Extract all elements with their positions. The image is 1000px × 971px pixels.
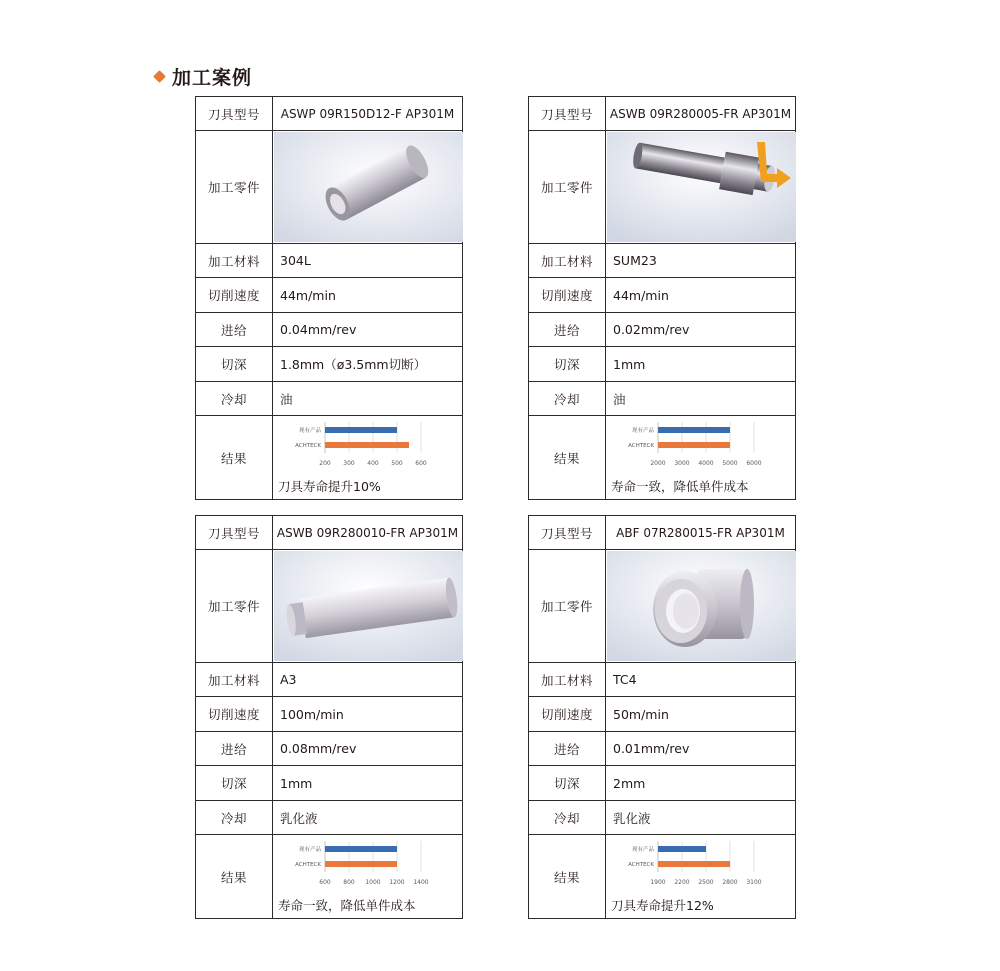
result-text: 刀具寿命提升12%: [611, 897, 714, 913]
result-label: 结果: [196, 835, 273, 919]
model-value: ABF 07R280015-FR AP301M: [606, 516, 796, 550]
tick-label: 800: [343, 878, 355, 886]
category-label: ACHTECK: [628, 861, 654, 868]
cooling-label: 冷却: [196, 801, 273, 835]
tick-label: 1200: [389, 878, 405, 886]
bar: [658, 442, 730, 448]
result-cell: [273, 416, 463, 500]
model-label: 刀具型号: [196, 516, 273, 550]
speed-label: 切削速度: [196, 278, 273, 313]
depth-label: 切深: [196, 766, 273, 801]
part-image-cell: [606, 550, 796, 663]
speed-label: 切削速度: [196, 697, 273, 732]
part-image-cell: [606, 131, 796, 244]
feed-value: 0.04mm/rev: [273, 313, 463, 347]
tick-label: 1400: [413, 878, 429, 886]
category-label: 现有产品: [298, 846, 321, 853]
tick-label: 600: [319, 878, 331, 886]
case-card-2: [528, 96, 796, 500]
tick-label: 5000: [722, 459, 738, 467]
depth-value: 1.8mm（ø3.5mm切断）: [273, 347, 463, 382]
category-label: ACHTECK: [295, 861, 321, 868]
model-label: 刀具型号: [529, 516, 606, 550]
flanged-bushing-part-image: [607, 551, 796, 661]
tick-label: 1000: [365, 878, 381, 886]
bar: [325, 846, 397, 852]
tick-label: 600: [415, 459, 427, 467]
bar: [325, 427, 397, 433]
part-label: 加工零件: [529, 131, 606, 244]
speed-value: 50m/min: [606, 697, 796, 732]
cooling-value: 乳化液: [273, 801, 463, 835]
part-label: 加工零件: [196, 550, 273, 663]
result-cell: [273, 835, 463, 919]
tick-label: 2200: [674, 878, 690, 886]
feed-label: 进给: [529, 313, 606, 347]
case-card-4: [528, 515, 796, 919]
result-bar-chart: [273, 836, 462, 896]
feed-label: 进给: [529, 732, 606, 766]
category-label: ACHTECK: [295, 442, 321, 449]
category-label: ACHTECK: [628, 442, 654, 449]
cooling-value: 乳化液: [606, 801, 796, 835]
case-card-3: [195, 515, 463, 919]
tick-label: 6000: [746, 459, 762, 467]
speed-value: 44m/min: [606, 278, 796, 313]
case-card-1: [195, 96, 463, 500]
section-title: 加工案例: [172, 66, 253, 89]
tick-label: 4000: [698, 459, 714, 467]
part-image-cell: [273, 131, 463, 244]
tick-label: 2000: [650, 459, 666, 467]
long-rod-part-image: [274, 551, 463, 661]
cooling-label: 冷却: [196, 382, 273, 416]
model-label: 刀具型号: [529, 97, 606, 131]
part-label: 加工零件: [529, 550, 606, 663]
part-image-cell: [273, 550, 463, 663]
material-value: 304L: [273, 244, 463, 278]
material-label: 加工材料: [196, 244, 273, 278]
model-value: ASWB 09R280010-FR AP301M: [273, 516, 463, 550]
section-heading: [155, 64, 252, 88]
tube-part-image: [274, 132, 463, 242]
cooling-value: 油: [273, 382, 463, 416]
feed-value: 0.01mm/rev: [606, 732, 796, 766]
part-label: 加工零件: [196, 131, 273, 244]
cooling-value: 油: [606, 382, 796, 416]
orange-bullet-icon: [153, 70, 166, 83]
bar: [325, 442, 409, 448]
speed-value: 100m/min: [273, 697, 463, 732]
speed-label: 切削速度: [529, 697, 606, 732]
speed-value: 44m/min: [273, 278, 463, 313]
tick-label: 300: [343, 459, 355, 467]
material-value: SUM23: [606, 244, 796, 278]
cooling-label: 冷却: [529, 801, 606, 835]
result-label: 结果: [529, 835, 606, 919]
tick-label: 200: [319, 459, 331, 467]
depth-value: 1mm: [273, 766, 463, 801]
depth-label: 切深: [196, 347, 273, 382]
depth-value: 2mm: [606, 766, 796, 801]
material-value: A3: [273, 663, 463, 697]
tick-label: 3000: [674, 459, 690, 467]
shaft-part-image: [607, 132, 796, 242]
bar: [658, 846, 706, 852]
category-label: 现有产品: [298, 427, 321, 434]
depth-value: 1mm: [606, 347, 796, 382]
material-value: TC4: [606, 663, 796, 697]
bar: [658, 427, 730, 433]
depth-label: 切深: [529, 766, 606, 801]
tick-label: 3100: [746, 878, 762, 886]
tick-label: 2500: [698, 878, 714, 886]
model-label: 刀具型号: [196, 97, 273, 131]
result-cell: [606, 835, 796, 919]
material-label: 加工材料: [529, 663, 606, 697]
cooling-label: 冷却: [529, 382, 606, 416]
material-label: 加工材料: [529, 244, 606, 278]
result-bar-chart: [273, 417, 462, 477]
result-label: 结果: [529, 416, 606, 500]
feed-label: 进给: [196, 313, 273, 347]
model-value: ASWB 09R280005-FR AP301M: [606, 97, 796, 131]
feed-value: 0.08mm/rev: [273, 732, 463, 766]
model-value: ASWP 09R150D12-F AP301M: [273, 97, 463, 131]
speed-label: 切削速度: [529, 278, 606, 313]
category-label: 现有产品: [631, 427, 654, 434]
tick-label: 1900: [650, 878, 666, 886]
category-label: 现有产品: [631, 846, 654, 853]
result-text: 寿命一致，降低单件成本: [611, 478, 749, 494]
tick-label: 2800: [722, 878, 738, 886]
result-bar-chart: [606, 417, 795, 477]
result-text: 刀具寿命提升10%: [278, 478, 381, 494]
result-bar-chart: [606, 836, 795, 896]
feed-value: 0.02mm/rev: [606, 313, 796, 347]
feed-label: 进给: [196, 732, 273, 766]
result-cell: [606, 416, 796, 500]
result-text: 寿命一致，降低单件成本: [278, 897, 416, 913]
tick-label: 500: [391, 459, 403, 467]
tick-label: 400: [367, 459, 379, 467]
depth-label: 切深: [529, 347, 606, 382]
material-label: 加工材料: [196, 663, 273, 697]
result-label: 结果: [196, 416, 273, 500]
bar: [658, 861, 730, 867]
bar: [325, 861, 397, 867]
